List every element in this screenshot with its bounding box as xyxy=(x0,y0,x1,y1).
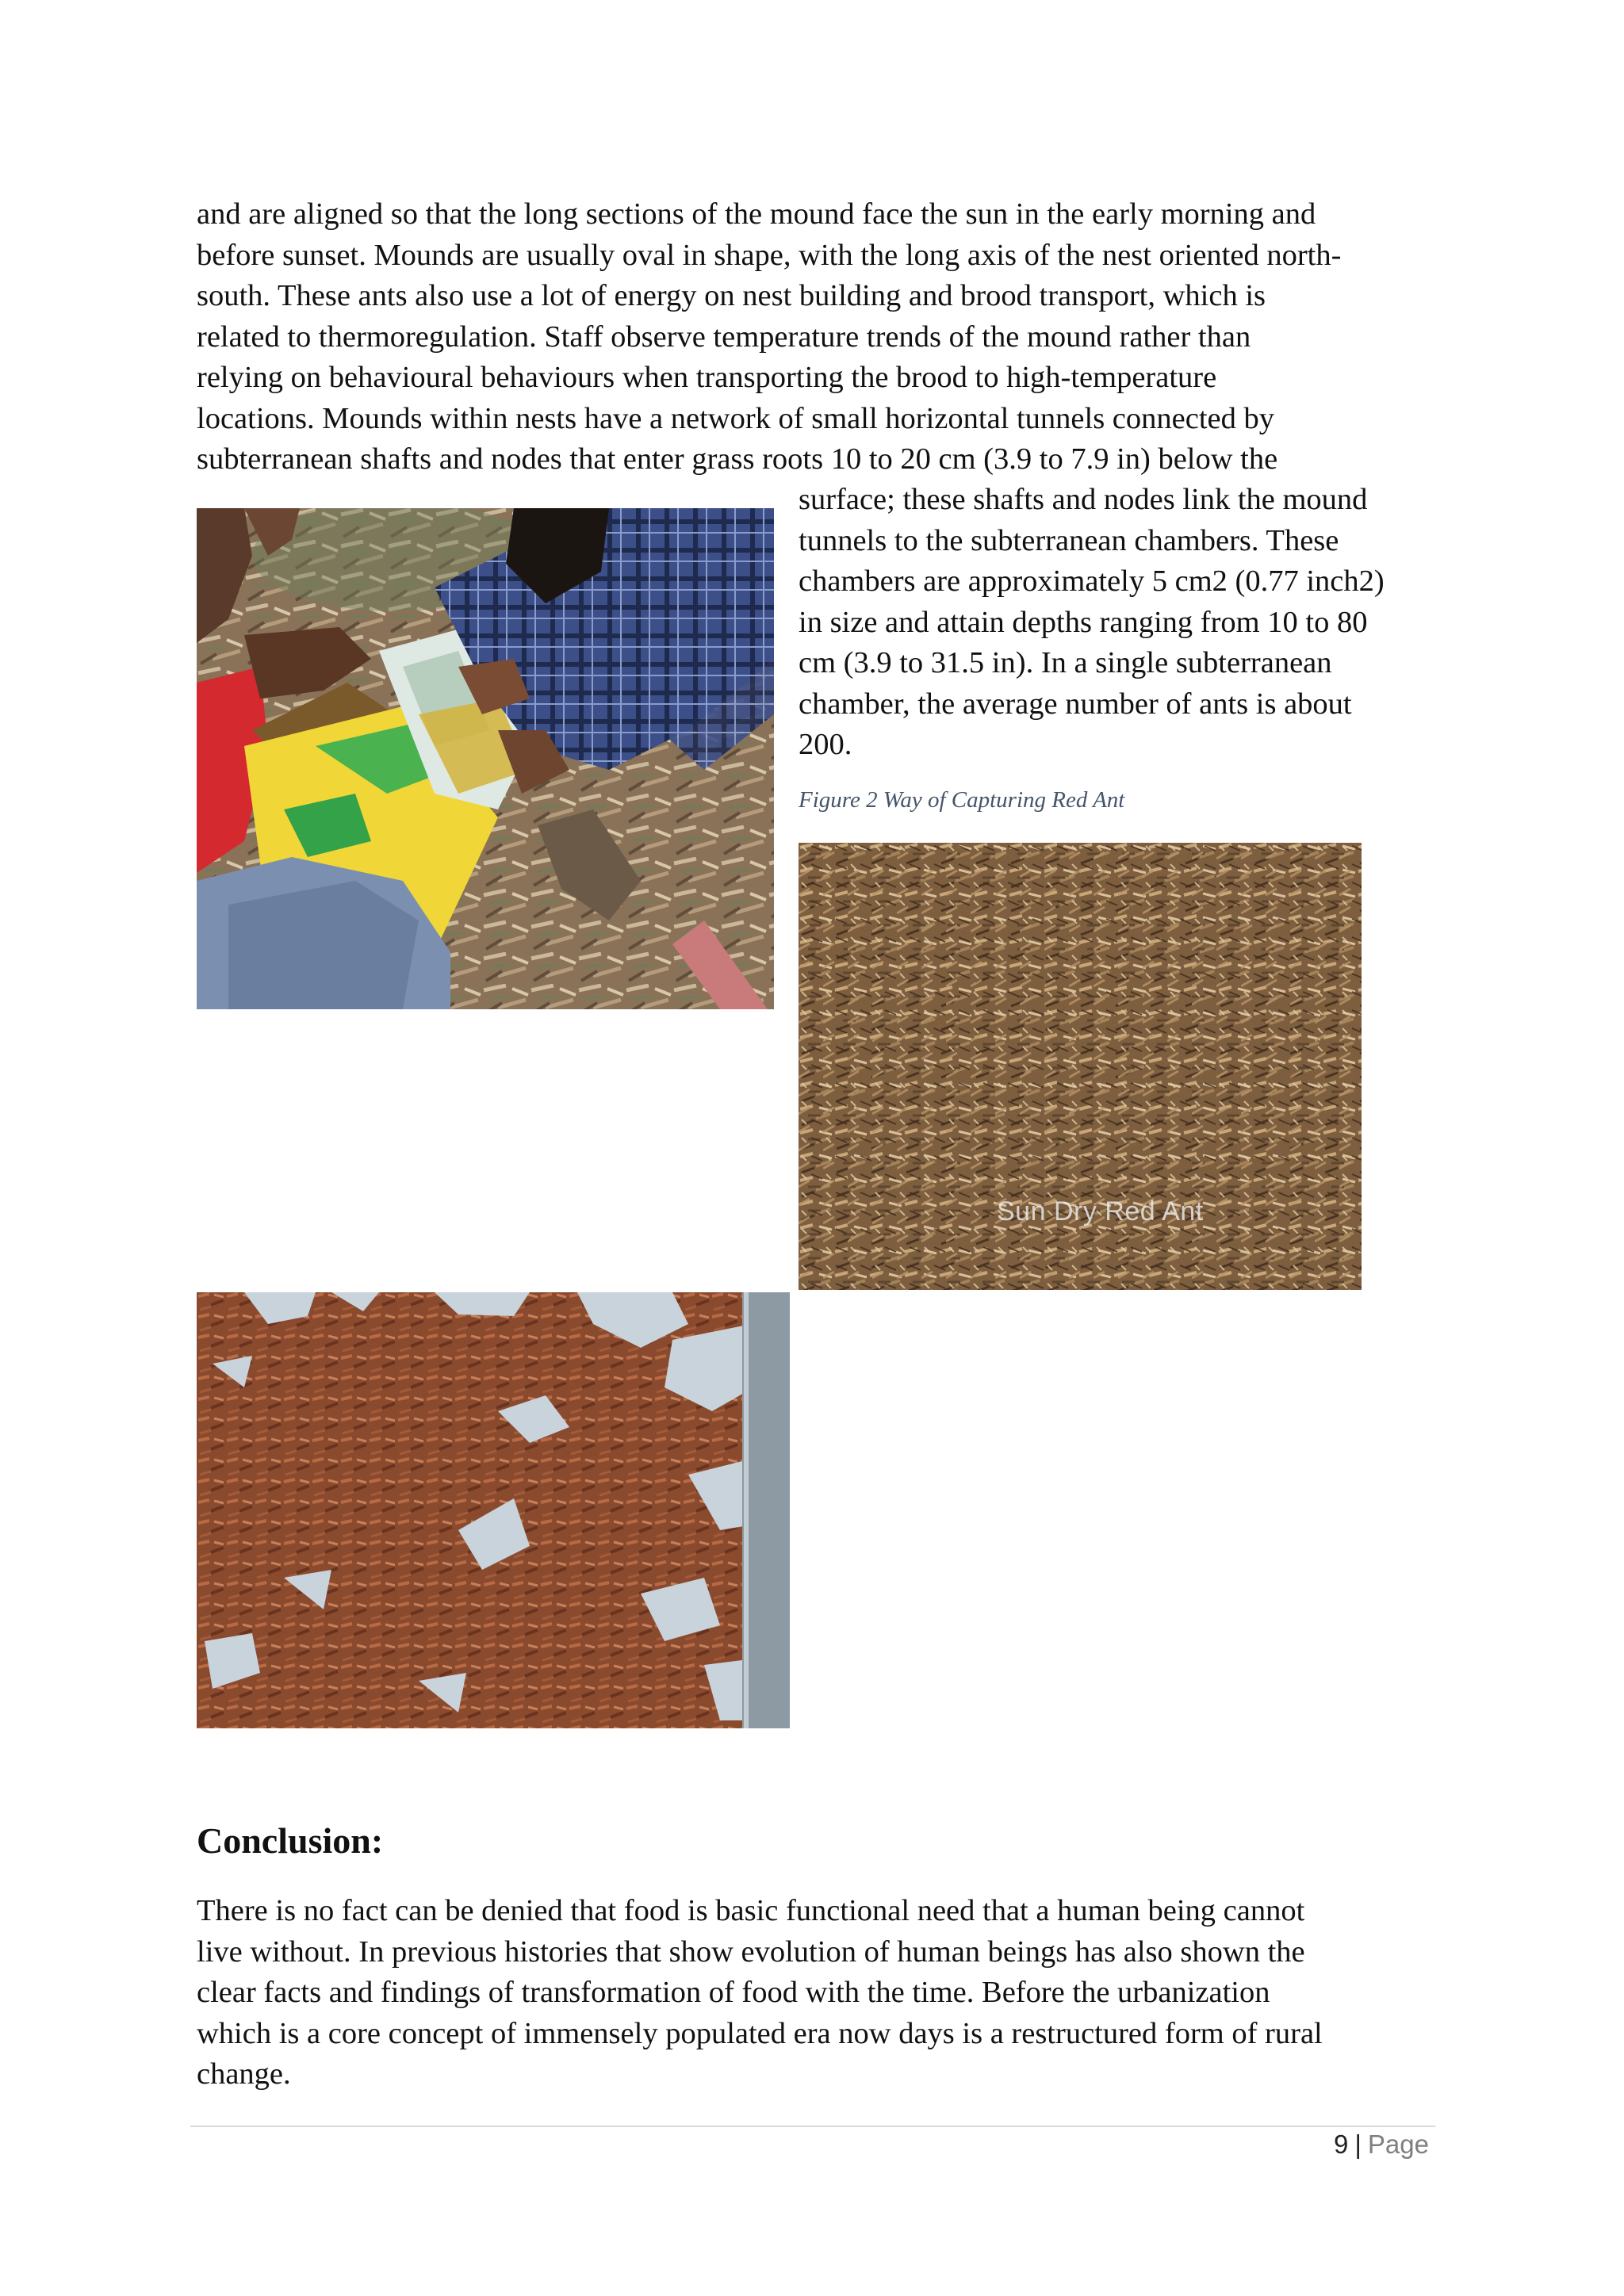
section-heading: Conclusion: xyxy=(197,1820,384,1861)
text-line: chambers are approximately 5 cm2 (0.77 inch2) xyxy=(799,564,1385,598)
text-line: 200. xyxy=(799,728,852,761)
conclusion-paragraph xyxy=(197,1891,1423,2095)
page-word: Page xyxy=(1367,2130,1429,2159)
text-line: locations. Mounds within nests have a network of small horizontal tunnels connected by xyxy=(197,401,1274,435)
photo-capturing-red-ant xyxy=(197,508,774,1009)
text-line: in size and attain depths ranging from 10 to 80 xyxy=(799,605,1368,639)
text-line: chamber, the average number of ants is about xyxy=(799,687,1352,721)
image-overlay-label: Sun Dry Red Ant xyxy=(997,1196,1204,1226)
figure-caption: Figure 2 Way of Capturing Red Ant xyxy=(799,787,1125,813)
text-line: change. xyxy=(197,2057,291,2091)
photo-drying-red-ants xyxy=(197,1292,790,1728)
text-line: cm (3.9 to 31.5 in). In a single subterranean xyxy=(799,646,1332,679)
wrapped-paragraph xyxy=(799,480,1423,766)
intro-paragraph xyxy=(197,194,1423,480)
text-line: related to thermoregulation. Staff observe temperature trends of the mound rather than xyxy=(197,320,1251,354)
text-line: clear facts and findings of transformation of food with the time. Before the urbanization xyxy=(197,1976,1270,2009)
text-line: surface; these shafts and nodes link the mound xyxy=(799,483,1368,516)
text-line: tunnels to the subterranean chambers. These xyxy=(799,523,1339,557)
footer-divider xyxy=(190,2126,1435,2127)
photo-sun-dry-red-ant xyxy=(799,843,1362,1290)
text-line: south. These ants also use a lot of energy on nest building and brood transport, which is xyxy=(197,279,1266,312)
text-line: which is a core concept of immensely populated era now days is a restructured form of rural xyxy=(197,2016,1323,2050)
text-line: There is no fact can be denied that food is basic functional need that a human being cannot xyxy=(197,1894,1305,1927)
text-line: live without. In previous histories that show evolution of human beings has also shown the xyxy=(197,1934,1305,1969)
text-line: subterranean shafts and nodes that enter grass roots 10 to 20 cm (3.9 to 7.9 in) below the xyxy=(197,442,1278,476)
footer-separator: | xyxy=(1354,2130,1362,2159)
text-line: relying on behavioural behaviours when transporting the brood to high-temperature xyxy=(197,361,1217,394)
text-line: before sunset. Mounds are usually oval in shape, with the long axis of the nest oriented north- xyxy=(197,238,1342,272)
page-footer xyxy=(1334,2130,1429,2160)
text-line: and are aligned so that the long sections of the mound face the sun in the early morning and xyxy=(197,197,1316,231)
page-number: 9 xyxy=(1333,2130,1349,2159)
